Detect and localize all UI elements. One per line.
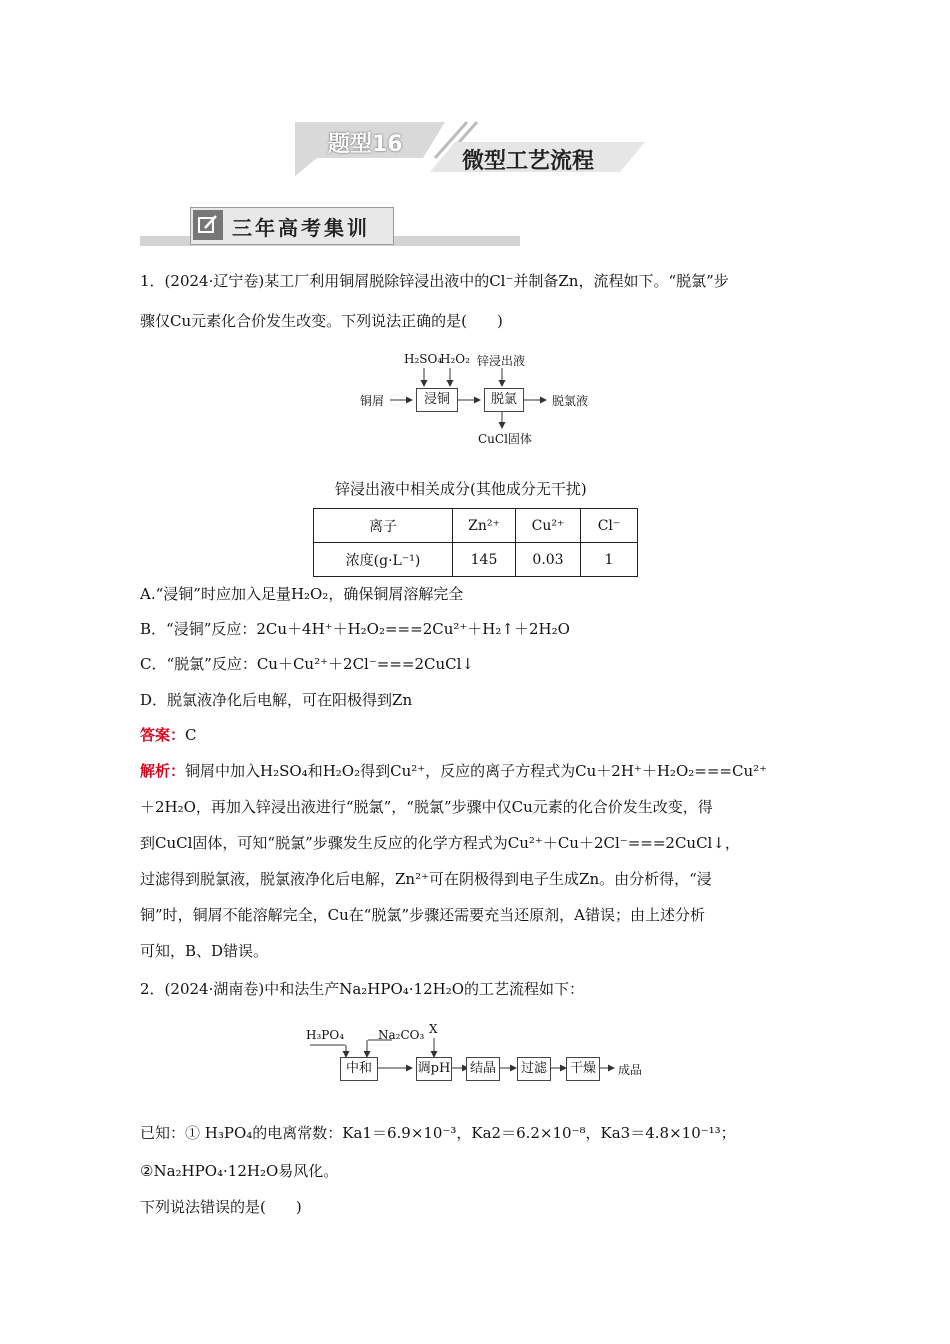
analysis-text: 铜屑中加入H₂SO₄和H₂O₂得到Cu²⁺，反应的离子方程式为Cu＋2H⁺＋H₂O₂===Cu²⁺ [185,762,768,780]
q1-step-dechlorinate: 脱氯 [484,388,524,412]
q1-table-caption: 锌浸出液中相关成分(其他成分无干扰) [335,480,587,498]
q1-analysis-line1 [140,760,815,782]
q1-analysis-line6: 可知，B、D错误。 [140,942,269,960]
q1-output-dechlorinated-liquid: 脱氯液 [552,394,589,408]
q2-reagent-na2co3: Na₂CO₃ [378,1028,425,1042]
table-row [314,509,638,543]
q1-stem-line2: 骤仅Cu元素化合价发生改变。下列说法正确的是( ) [140,312,503,330]
q1-input-copper-scrap: 铜屑 [360,394,385,408]
page-title: 微型工艺流程 [462,149,595,174]
q2-output-product: 成品 [618,1063,643,1077]
table-cell: 1 [581,543,638,577]
q2-known-1: 已知：① H₃PO₄的电离常数：Ka1＝6.9×10⁻³，Ka2＝6.2×10⁻⁸，Ka3＝4.8×10⁻¹³； [140,1124,736,1142]
q1-step-leach-copper: 浸铜 [416,388,458,412]
table-header-cell: Zn²⁺ [453,509,516,543]
q2-step-crystallize: 结晶 [466,1057,500,1081]
q1-reagent-h2o2: H₂O₂ [440,352,470,366]
q1-option-c: C．“脱氯”反应：Cu＋Cu²⁺＋2Cl⁻===2CuCl↓ [140,655,474,673]
q2-question: 下列说法错误的是( ) [140,1198,302,1216]
q2-reagent-x: X [429,1022,438,1036]
q1-ion-table [313,508,638,577]
q2-step-filter: 过滤 [517,1057,551,1081]
q1-stem-line1: 1．(2024·辽宁卷)某工厂利用铜屑脱除锌浸出液中的Cl⁻并制备Zn，流程如下。“脱氯”步 [140,272,729,290]
type-label: 题型16 [328,132,403,157]
q1-option-d: D．脱氯液净化后电解，可在阳极得到Zn [140,691,413,709]
answer-value: C [185,726,197,744]
table-cell: 0.03 [516,543,581,577]
section-title: 三年高考集训 [232,216,370,240]
q2-step-neutralize: 中和 [340,1057,378,1081]
table-header-cell: 离子 [314,509,453,543]
q2-step-adjust-ph: 调pH [416,1057,452,1081]
table-header-cell: Cu²⁺ [516,509,581,543]
analysis-label: 解析： [140,762,186,780]
table-row [314,543,638,577]
q1-answer-line [140,724,815,746]
q1-analysis-line4: 过滤得到脱氯液，脱氯液净化后电解，Zn²⁺可在阴极得到电子生成Zn。由分析得，“浸 [140,870,712,888]
q1-option-b: B．“浸铜”反应：2Cu＋4H⁺＋H₂O₂===2Cu²⁺＋H₂↑＋2H₂O [140,620,570,638]
q1-reagent-h2so4: H₂SO₄ [404,352,443,366]
q2-step-dry: 干燥 [566,1057,600,1081]
q1-analysis-line5: 铜”时，铜屑不能溶解完全，Cu在“脱氯”步骤还需要充当还原剂，A错误；由上述分析 [140,906,705,924]
q2-stem-line1: 2．(2024·湖南卷)中和法生产Na₂HPO₄·12H₂O的工艺流程如下： [140,980,585,998]
q1-reagent-zinc-leachate: 锌浸出液 [477,354,526,368]
q1-option-a: A.“浸铜”时应加入足量H₂O₂，确保铜屑溶解完全 [140,585,464,603]
q2-known-2: ②Na₂HPO₄·12H₂O易风化。 [140,1162,339,1180]
q1-analysis-line3: 到CuCl固体，可知“脱氯”步骤发生反应的化学方程式为Cu²⁺＋Cu＋2Cl⁻===2CuCl↓， [140,834,740,852]
table-row-label: 浓度(g·L⁻¹) [314,543,453,577]
q1-byproduct-cucl: CuCl固体 [478,432,532,446]
q1-analysis-line2: ＋2H₂O，再加入锌浸出液进行“脱氯”，“脱氯”步骤中仅Cu元素的化合价发生改变，得 [140,798,713,816]
table-header-cell: Cl⁻ [581,509,638,543]
q2-reagent-h3po4: H₃PO₄ [306,1028,344,1042]
table-cell: 145 [453,543,516,577]
answer-label: 答案： [140,726,186,744]
